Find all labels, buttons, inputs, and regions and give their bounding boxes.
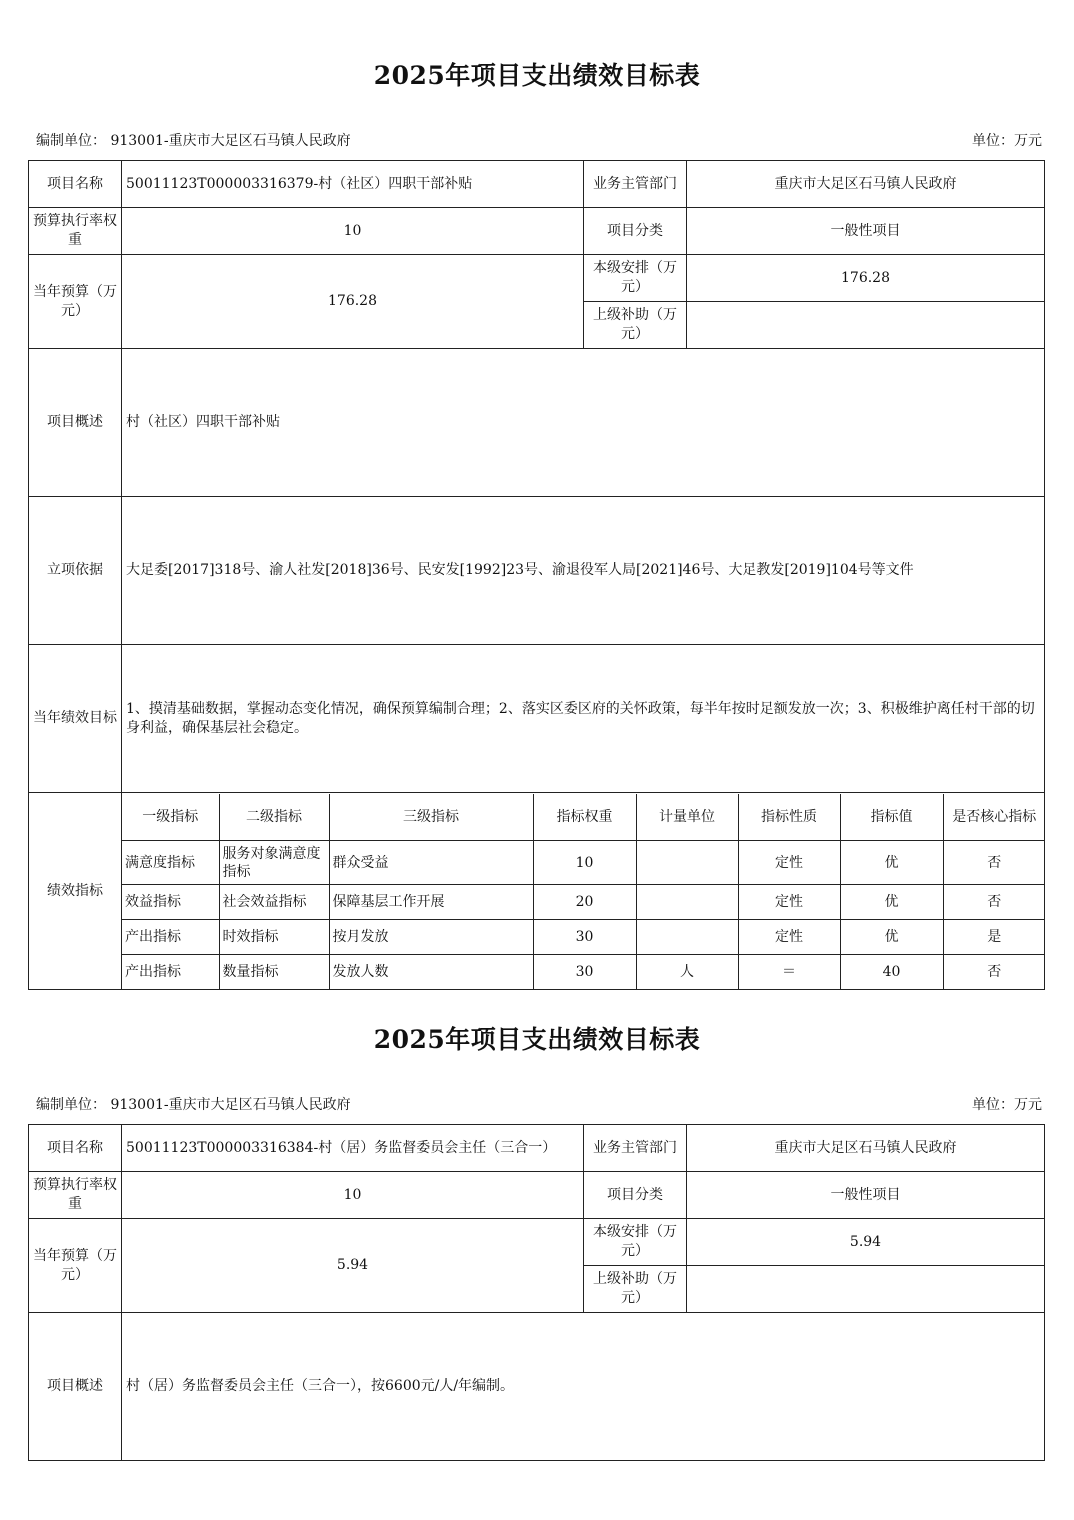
indicator-label: 绩效指标 bbox=[29, 793, 122, 990]
row-unit: 人 bbox=[636, 955, 738, 989]
header-value: 指标值 bbox=[840, 794, 943, 841]
row-level1: 满意度指标 bbox=[122, 841, 219, 885]
dept-label: 业务主管部门 bbox=[584, 1125, 687, 1172]
org-unit-label: 编制单位： 913001-重庆市大足区石马镇人民政府 bbox=[36, 133, 351, 149]
row-weight: 30 bbox=[533, 920, 636, 955]
page-title: 2025年项目支出绩效目标表 bbox=[373, 1025, 701, 1054]
category-label: 项目分类 bbox=[584, 1172, 687, 1219]
overview-label: 项目概述 bbox=[29, 1313, 122, 1461]
local-value: 176.28 bbox=[687, 255, 1045, 302]
header-level3: 三级指标 bbox=[329, 794, 533, 841]
row-value: 优 bbox=[840, 885, 943, 920]
row-value: 40 bbox=[840, 955, 943, 989]
indicator-table bbox=[122, 794, 1045, 989]
row-nature: ＝ bbox=[738, 955, 840, 989]
upper-value bbox=[687, 1266, 1045, 1313]
indicator-cell bbox=[122, 793, 1045, 990]
row-core: 是 bbox=[943, 920, 1045, 955]
header-core: 是否核心指标 bbox=[943, 794, 1045, 841]
overview-label: 项目概述 bbox=[29, 349, 122, 497]
header-unit: 计量单位 bbox=[636, 794, 738, 841]
row-unit bbox=[636, 885, 738, 920]
row-level2: 社会效益指标 bbox=[219, 885, 329, 920]
header-level2: 二级指标 bbox=[219, 794, 329, 841]
dept-label: 业务主管部门 bbox=[584, 161, 687, 208]
row-weight: 20 bbox=[533, 885, 636, 920]
budget-label: 当年预算（万元） bbox=[29, 255, 122, 349]
row-level1: 产出指标 bbox=[122, 955, 219, 989]
upper-label: 上级补助（万元） bbox=[584, 1266, 687, 1313]
rate-label: 预算执行率权重 bbox=[29, 1172, 122, 1219]
performance-table bbox=[28, 1124, 1045, 1461]
row-nature: 定性 bbox=[738, 885, 840, 920]
row-level1: 产出指标 bbox=[122, 920, 219, 955]
row-value: 优 bbox=[840, 920, 943, 955]
upper-value bbox=[687, 302, 1045, 349]
category-label: 项目分类 bbox=[584, 208, 687, 255]
local-value: 5.94 bbox=[687, 1219, 1045, 1266]
local-label: 本级安排（万元） bbox=[584, 1219, 687, 1266]
project-name-label: 项目名称 bbox=[29, 161, 122, 208]
row-level3: 群众受益 bbox=[329, 841, 533, 885]
budget-value: 5.94 bbox=[122, 1219, 584, 1313]
budget-label: 当年预算（万元） bbox=[29, 1219, 122, 1313]
row-level2: 服务对象满意度指标 bbox=[219, 841, 329, 885]
row-value: 优 bbox=[840, 841, 943, 885]
project-name-value: 50011123T000003316384-村（居）务监督委员会主任（三合一） bbox=[122, 1125, 584, 1172]
basis-label: 立项依据 bbox=[29, 497, 122, 645]
currency-unit-label: 单位：万元 bbox=[972, 1097, 1042, 1113]
performance-table bbox=[28, 160, 1045, 990]
overview-value: 村（社区）四职干部补贴 bbox=[122, 349, 1045, 497]
rate-label: 预算执行率权重 bbox=[29, 208, 122, 255]
row-nature: 定性 bbox=[738, 841, 840, 885]
dept-value: 重庆市大足区石马镇人民政府 bbox=[687, 161, 1045, 208]
page-title: 2025年项目支出绩效目标表 bbox=[373, 61, 701, 90]
basis-value: 大足委[2017]318号、渝人社发[2018]36号、民安发[1992]23号、渝退役军人局[2021]46号、大足教发[2019]104号等文件 bbox=[122, 497, 1045, 645]
org-unit-label: 编制单位： 913001-重庆市大足区石马镇人民政府 bbox=[36, 1097, 351, 1113]
row-level2: 数量指标 bbox=[219, 955, 329, 989]
table-row bbox=[122, 885, 1045, 920]
row-core: 否 bbox=[943, 885, 1045, 920]
header-weight: 指标权重 bbox=[533, 794, 636, 841]
table-row bbox=[122, 841, 1045, 885]
budget-value: 176.28 bbox=[122, 255, 584, 349]
header-level1: 一级指标 bbox=[122, 794, 219, 841]
project-name-label: 项目名称 bbox=[29, 1125, 122, 1172]
rate-value: 10 bbox=[122, 208, 584, 255]
goal-label: 当年绩效目标 bbox=[29, 645, 122, 793]
row-level2: 时效指标 bbox=[219, 920, 329, 955]
category-value: 一般性项目 bbox=[687, 208, 1045, 255]
row-unit bbox=[636, 920, 738, 955]
rate-value: 10 bbox=[122, 1172, 584, 1219]
row-core: 否 bbox=[943, 841, 1045, 885]
row-level1: 效益指标 bbox=[122, 885, 219, 920]
local-label: 本级安排（万元） bbox=[584, 255, 687, 302]
row-level3: 发放人数 bbox=[329, 955, 533, 989]
row-level3: 保障基层工作开展 bbox=[329, 885, 533, 920]
row-weight: 30 bbox=[533, 955, 636, 989]
table-row bbox=[122, 920, 1045, 955]
overview-value: 村（居）务监督委员会主任（三合一），按6600元/人/年编制。 bbox=[122, 1313, 1045, 1461]
currency-unit-label: 单位：万元 bbox=[972, 133, 1042, 149]
header-nature: 指标性质 bbox=[738, 794, 840, 841]
dept-value: 重庆市大足区石马镇人民政府 bbox=[687, 1125, 1045, 1172]
upper-label: 上级补助（万元） bbox=[584, 302, 687, 349]
row-unit bbox=[636, 841, 738, 885]
table-row bbox=[122, 955, 1045, 989]
row-weight: 10 bbox=[533, 841, 636, 885]
row-core: 否 bbox=[943, 955, 1045, 989]
category-value: 一般性项目 bbox=[687, 1172, 1045, 1219]
row-nature: 定性 bbox=[738, 920, 840, 955]
goal-value: 1、摸清基础数据，掌握动态变化情况，确保预算编制合理；2、落实区委区府的关怀政策，每半年按时足额发放一次；3、积极维护离任村干部的切身利益，确保基层社会稳定。 bbox=[122, 645, 1045, 793]
row-level3: 按月发放 bbox=[329, 920, 533, 955]
project-name-value: 50011123T000003316379-村（社区）四职干部补贴 bbox=[122, 161, 584, 208]
